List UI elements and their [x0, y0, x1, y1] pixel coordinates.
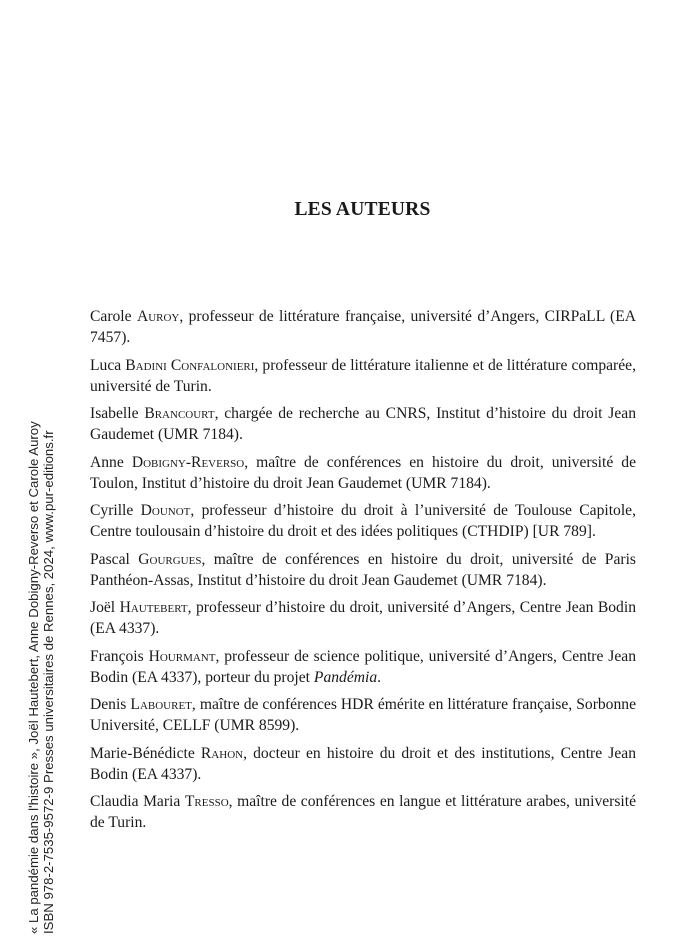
- author-last-name: Tresso: [184, 793, 229, 810]
- author-first-name: Isabelle: [90, 405, 139, 422]
- author-entry: [90, 743, 636, 785]
- author-entry: [90, 355, 636, 397]
- author-description: , professeur d’histoire du droit à l’université de Toulouse Capitole, Centre toulousain d’histoire du droit et des idées politiques (CTHDIP) [UR 789].: [90, 502, 636, 540]
- author-description: , maître de conférences en histoire du droit, université de Paris Panthéon-Assas, Institut d’histoire du droit Jean Gaudemet (UMR 7184).: [90, 550, 636, 589]
- author-first-name: Marie-Bénédicte: [90, 744, 195, 762]
- author-first-name: Cyrille: [90, 502, 134, 519]
- page-title: LES AUTEURS: [294, 199, 431, 220]
- author-last-name: Labouret: [130, 696, 192, 713]
- side-note-line-1: « La pandémie dans l'histoire », Joël Hautebert, Anne Dobigny-Reverso et Carole Auroy: [26, 421, 41, 934]
- author-entry: [90, 791, 636, 833]
- author-first-name: François: [90, 647, 144, 665]
- author-first-name: Pascal: [90, 550, 130, 568]
- author-last-name: Hautebert: [119, 599, 188, 616]
- author-entry: [90, 646, 636, 688]
- author-last-name: Badini Confalonieri: [125, 356, 255, 374]
- author-entry: [90, 403, 636, 445]
- author-description: , chargée de recherche au CNRS, Institut d’histoire du droit Jean Gaudemet (UMR 7184).: [90, 405, 636, 443]
- author-entry: [90, 597, 636, 639]
- author-last-name: Hourmant: [148, 647, 216, 665]
- authors-list: [90, 306, 636, 840]
- author-entry: [90, 452, 636, 494]
- author-last-name: Dobigny-Reverso: [131, 453, 245, 471]
- author-first-name: Claudia Maria: [90, 793, 181, 810]
- author-entry: [90, 500, 636, 542]
- author-last-name: Gourgues: [138, 550, 202, 568]
- author-last-name: Brancourt: [144, 405, 215, 422]
- author-first-name: Joël: [90, 599, 116, 616]
- author-description: , maître de conférences en langue et littérature arabes, université de Turin.: [90, 793, 637, 831]
- project-name: Pandémia: [313, 668, 378, 686]
- author-description: , professeur d’histoire du droit, université d’Angers, Centre Jean Bodin (EA 4337).: [90, 599, 636, 637]
- author-first-name: Luca: [90, 356, 122, 374]
- author-description: , professeur de littérature italienne et de littérature comparée, université de Turin.: [90, 356, 636, 395]
- author-last-name: Rahon: [200, 744, 244, 762]
- author-entry: [90, 306, 636, 348]
- side-note-line-2: ISBN 978-2-7535-9572-9 Presses universitaires de Rennes, 2024, www.pur-editions.fr: [41, 430, 56, 934]
- author-first-name: Carole: [90, 308, 132, 325]
- author-entry: [90, 694, 636, 736]
- author-last-name: Dounot: [140, 502, 191, 519]
- author-description: , maître de conférences HDR émérite en littérature française, Sorbonne Université, CELLF (UMR 8599).: [90, 696, 636, 734]
- author-first-name: Anne: [90, 453, 124, 471]
- author-entry: [90, 549, 636, 591]
- author-description: , maître de conférences en histoire du droit, université de Toulon, Institut d’histoire du droit Jean Gaudemet (UMR 7184).: [90, 453, 636, 492]
- author-first-name: Denis: [90, 696, 127, 713]
- copyright-side-note: [26, 421, 56, 934]
- author-description: , professeur de science politique, université d’Angers, Centre Jean Bodin (EA 4337), porteur du projet: [90, 647, 636, 686]
- author-last-name: Auroy: [136, 308, 180, 325]
- author-description: , professeur de littérature française, université d’Angers, CIRPaLL (EA 7457).: [90, 308, 636, 346]
- author-description-tail: .: [377, 668, 382, 686]
- author-description: , docteur en histoire du droit et des institutions, Centre Jean Bodin (EA 4337).: [90, 744, 636, 783]
